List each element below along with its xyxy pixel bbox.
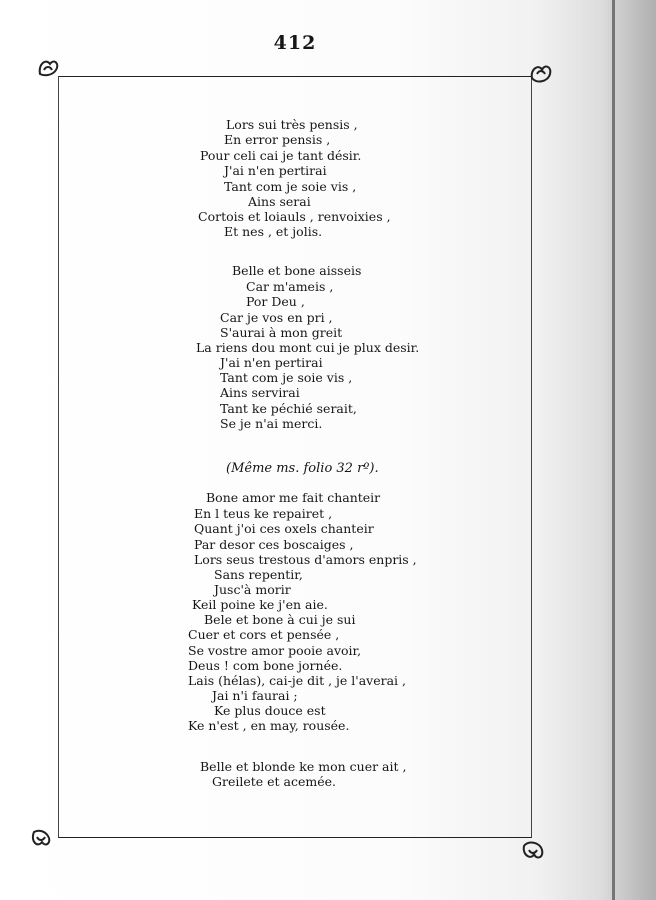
corner-ornament-icon xyxy=(528,60,554,86)
verse-line: En l teus ke repairet , xyxy=(194,506,333,521)
verse-line: S'aurai à mon greit xyxy=(220,325,343,340)
verse-line: Por Deu , xyxy=(246,294,305,309)
verse-line: Ke n'est , en may, rousée. xyxy=(188,718,350,733)
corner-ornament-icon xyxy=(28,826,54,852)
verse-line: Lors seus trestous d'amors enpris , xyxy=(194,552,417,567)
verse-line: Se vostre amor pooie avoir, xyxy=(188,643,362,658)
verse-line: En error pensis , xyxy=(224,132,331,147)
page-number: 412 xyxy=(273,32,317,54)
verse-line: Par desor ces boscaiges , xyxy=(194,537,354,552)
verse-line: Cuer et cors et pensée , xyxy=(188,627,340,642)
verse-line: J'ai n'en pertirai xyxy=(220,355,323,370)
verse-line: J'ai n'en pertirai xyxy=(224,163,327,178)
verse-line: Car je vos en pri , xyxy=(220,310,333,325)
verse-line: Deus ! com bone jornée. xyxy=(188,658,343,673)
verse-line: Ains servirai xyxy=(220,385,300,400)
verse-line: Pour celi cai je tant désir. xyxy=(200,148,362,163)
verse-line: Belle et blonde ke mon cuer ait , xyxy=(200,759,407,774)
verse-line: Tant com je soie vis , xyxy=(220,370,353,385)
verse-line: Cortois et loiauls , renvoixies , xyxy=(198,209,391,224)
verse-line: Ke plus douce est xyxy=(214,703,326,718)
page-binding-edge xyxy=(612,0,615,900)
verse-line: Car m'ameis , xyxy=(246,279,334,294)
verse-line: Lais (hélas), cai-je dit , je l'averai , xyxy=(188,673,406,688)
verse-line: Tant ke péchié serait, xyxy=(220,401,357,416)
verse-line: Ains serai xyxy=(248,194,311,209)
verse-line: Sans repentir, xyxy=(214,567,303,582)
verse-line: Tant com je soie vis , xyxy=(224,179,357,194)
verse-line: Et nes , et jolis. xyxy=(224,224,323,239)
verse-line: Jusc'à morir xyxy=(214,582,291,597)
verse-line: Belle et bone aisseis xyxy=(232,263,362,278)
verse-line: Bele et bone à cui je sui xyxy=(204,612,356,627)
verse-line: Lors sui très pensis , xyxy=(226,117,358,132)
corner-ornament-icon xyxy=(36,54,62,80)
verse-line: Greilete et acemée. xyxy=(212,774,337,789)
corner-ornament-icon xyxy=(520,838,546,864)
verse-line: Jai n'i faurai ; xyxy=(212,688,298,703)
verse-line: La riens dou mont cui je plux desir. xyxy=(196,340,420,355)
verse-line: Se je n'ai merci. xyxy=(220,416,323,431)
verse-line: Keil poine ke j'en aie. xyxy=(192,597,328,612)
page-edge-shadow xyxy=(600,0,656,900)
verse-line: Bone amor me fait chanteir xyxy=(206,490,381,505)
verse-line: Quant j'oi ces oxels chanteir xyxy=(194,521,374,536)
source-heading: (Même ms. folio 32 rº). xyxy=(226,461,379,476)
